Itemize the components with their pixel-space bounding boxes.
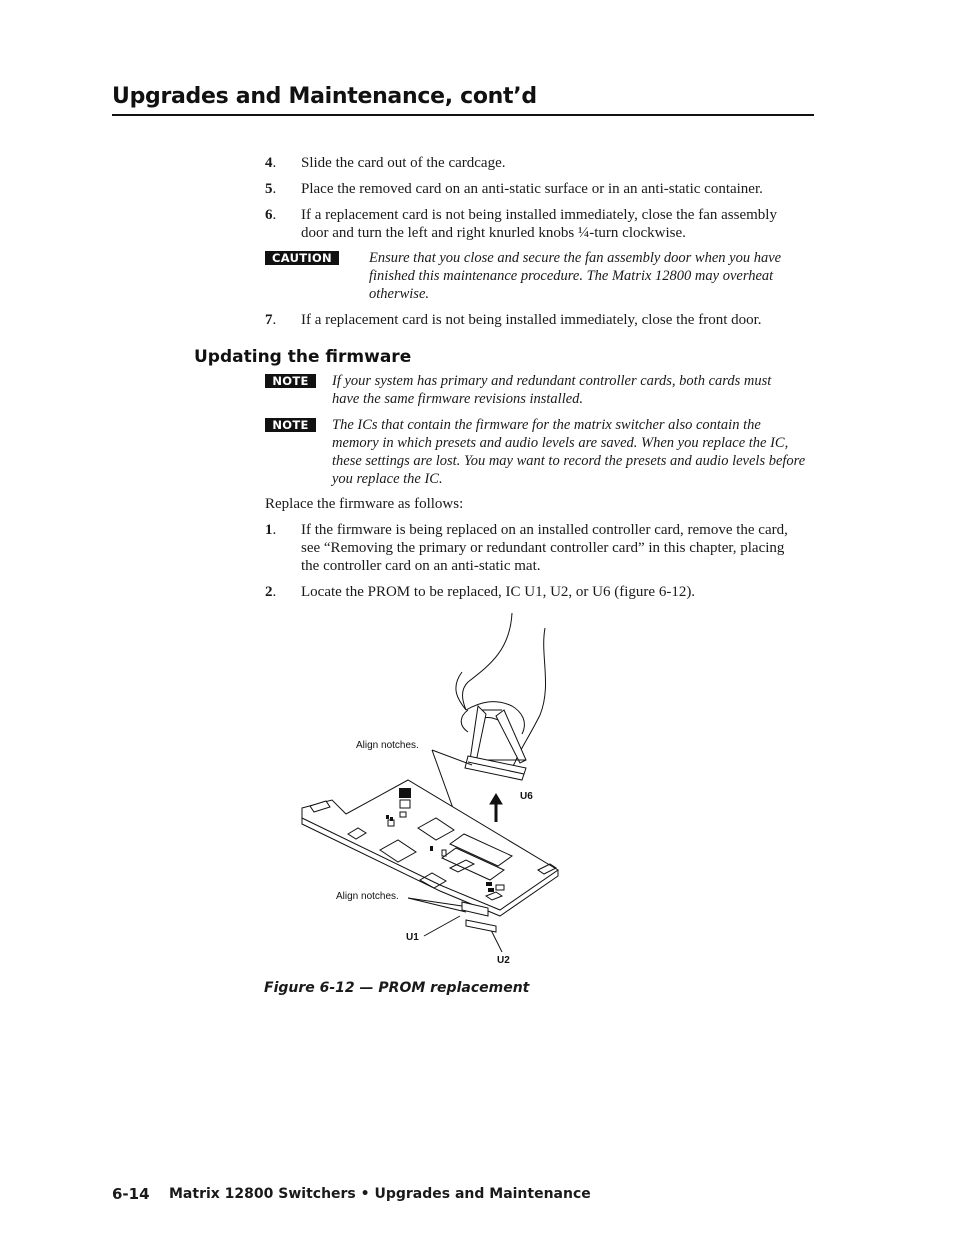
figure-label-u6: U6 (520, 791, 533, 802)
step-number: 7. (265, 312, 277, 328)
note-badge: NOTE (265, 418, 316, 432)
step-text: If the firmware is being replaced on an installed controller card, remove the card, see “Removing the primary or redundant controller card” in this chapter, placing the controller card on an anti-static mat. (301, 522, 788, 574)
step-number: 6. (265, 207, 277, 223)
caution-badge: CAUTION (265, 251, 339, 265)
prom-replacement-illustration (290, 610, 580, 970)
step-text: Locate the PROM to be replaced, IC U1, U2, or U6 (figure 6-12). (301, 584, 696, 600)
step-number: 2. (265, 584, 277, 600)
step-text: Slide the card out of the cardcage. (301, 155, 506, 171)
step-number: 4. (265, 155, 277, 171)
section-heading: Updating the firmware (194, 347, 412, 367)
step-text: If a replacement card is not being installed immediately, close the front door. (301, 312, 762, 328)
intro-text: Replace the firmware as follows: (265, 496, 464, 512)
note-text: If your system has primary and redundant controller cards, both cards must have the same firmware revisions installed. (332, 373, 772, 407)
footer-page-number: 6-14 (112, 1185, 150, 1203)
figure-label-u2: U2 (497, 955, 510, 966)
step-text: Place the removed card on an anti-static surface or in an anti-static container. (301, 181, 763, 197)
step-number: 5. (265, 181, 277, 197)
page-header-title: Upgrades and Maintenance, cont’d (112, 84, 537, 109)
figure-label-align-bottom: Align notches. (336, 891, 399, 902)
footer-title: Matrix 12800 Switchers • Upgrades and Maintenance (169, 1186, 591, 1202)
note-badge: NOTE (265, 374, 316, 388)
step-text: If a replacement card is not being installed immediately, close the fan assembly door and turn the left and right knurled knobs ¼-turn clockwise. (301, 207, 777, 241)
figure-label-align-top: Align notches. (356, 740, 419, 751)
note-text: The ICs that contain the firmware for the matrix switcher also contain the memory in which presets and audio levels are saved. When you replace the IC, these settings are lost. You may want to record the presets and audio levels before you replace the IC. (332, 417, 806, 487)
figure-caption: Figure 6-12 — PROM replacement (264, 980, 530, 996)
step-number: 1. (265, 522, 277, 538)
figure-label-u1: U1 (406, 932, 419, 943)
caution-text: Ensure that you close and secure the fan assembly door when you have finished this maintenance procedure. The Matrix 12800 may overheat otherwise. (369, 250, 782, 302)
header-rule (112, 114, 814, 116)
